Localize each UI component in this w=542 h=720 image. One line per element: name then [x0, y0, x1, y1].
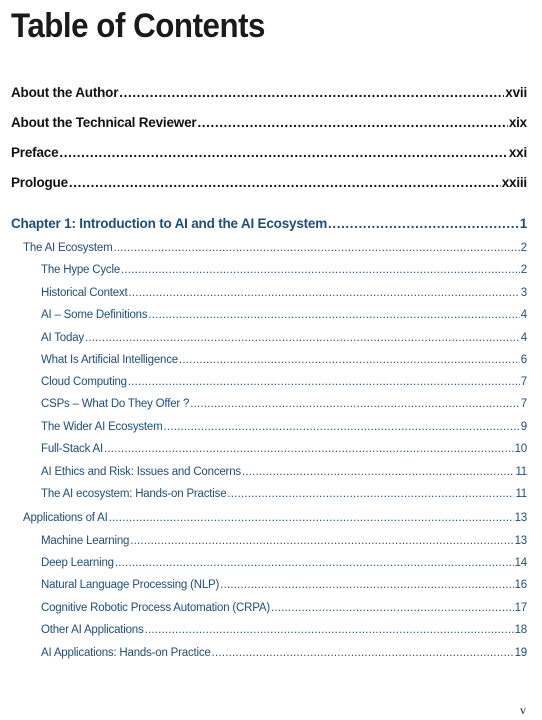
toc-entry-about-the-technical-reviewer[interactable] [11, 115, 527, 130]
dot-leader [121, 264, 520, 276]
toc-entry-deep-learning[interactable] [41, 557, 527, 569]
toc-entry-page: 16 [514, 579, 527, 591]
toc-entry-ai-applications-hands-on-practice[interactable] [41, 647, 527, 659]
toc-entry-cloud-computing[interactable] [41, 376, 527, 388]
toc-entry-about-the-author[interactable] [11, 85, 527, 100]
toc-entry-the-hype-cycle[interactable] [41, 264, 527, 276]
toc-entry-page: 14 [514, 557, 527, 569]
toc-entry-historical-context[interactable] [41, 287, 527, 299]
toc-entry-label: AI Today [41, 332, 84, 344]
toc-entry-page: 10 [514, 443, 527, 455]
dot-leader [220, 579, 513, 591]
dot-leader [113, 242, 519, 254]
dot-leader [197, 115, 507, 130]
toc-entry-label: The AI Ecosystem [23, 242, 113, 254]
toc-entry-label: About the Author [11, 85, 119, 100]
toc-entry-label: Natural Language Processing (NLP) [41, 579, 220, 591]
toc-entry-label: CSPs – What Do They Offer ? [41, 398, 190, 410]
toc-entry-applications-of-ai[interactable] [23, 512, 527, 524]
toc-entry-label: Cognitive Robotic Process Automation (CRPA) [41, 602, 270, 614]
toc-entry-page: xxiii [501, 175, 527, 190]
toc-entry-label: Preface [11, 145, 59, 160]
toc-entry-label: Machine Learning [41, 535, 130, 547]
dot-leader [109, 512, 514, 524]
toc-entry-prologue[interactable] [11, 175, 527, 190]
dot-leader [115, 557, 514, 569]
toc-entry-csps-what-do-they-offer[interactable] [41, 398, 527, 410]
toc-entry-label: Deep Learning [41, 557, 114, 569]
toc-entry-full-stack-ai[interactable] [41, 443, 527, 455]
toc-entry-label: Historical Context [41, 287, 128, 299]
toc-entry-ai-some-definitions[interactable] [41, 309, 527, 321]
toc-entry-ai-ecosystem-hands-on-practise[interactable] [41, 488, 527, 500]
toc-entry-label: About the Technical Reviewer [11, 115, 197, 130]
dot-leader [104, 443, 514, 455]
dot-leader [227, 488, 514, 500]
toc-entry-label: Cloud Computing [41, 376, 127, 388]
toc-entry-label: Prologue [11, 175, 68, 190]
dot-leader [130, 535, 513, 547]
dot-leader [164, 421, 520, 433]
toc-entry-page: 4 [520, 309, 527, 321]
toc-entry-label: The Hype Cycle [41, 264, 121, 276]
toc-entry-label: Applications of AI [23, 512, 108, 524]
toc-entry-other-ai-applications[interactable] [41, 624, 527, 636]
page-title: Table of Contents [11, 7, 266, 45]
toc-entry-cognitive-robotic-process-automation[interactable] [41, 602, 527, 614]
toc-entry-page: xix [508, 115, 527, 130]
dot-leader [85, 332, 520, 344]
toc-entry-page: 2 [520, 242, 527, 254]
toc-entry-label: What Is Artificial Intelligence [41, 354, 178, 366]
toc-entry-chapter-1[interactable] [11, 216, 527, 231]
toc-entry-page: xvii [505, 85, 527, 100]
toc-entry-ai-ethics-and-risk[interactable] [41, 466, 527, 478]
dot-leader [148, 309, 519, 321]
toc-entry-label: Chapter 1: Introduction to AI and the AI Ecosystem [11, 216, 328, 231]
toc-entry-label: AI Applications: Hands-on Practice [41, 647, 211, 659]
toc-entry-page: 1 [519, 216, 527, 231]
toc-entry-machine-learning[interactable] [41, 535, 527, 547]
dot-leader [145, 624, 514, 636]
toc-entry-page: xxi [508, 145, 527, 160]
dot-leader [129, 287, 520, 299]
toc-entry-label: The AI ecosystem: Hands-on Practise [41, 488, 227, 500]
toc-entry-page: 11 [515, 466, 527, 478]
toc-entry-page: 18 [514, 624, 527, 636]
dot-leader [69, 175, 501, 190]
dot-leader [328, 216, 519, 231]
toc-entry-the-ai-ecosystem[interactable] [23, 242, 527, 254]
toc-entry-what-is-artificial-intelligence[interactable] [41, 354, 527, 366]
toc-entry-label: AI Ethics and Risk: Issues and Concerns [41, 466, 241, 478]
toc-entry-label: Full-Stack AI [41, 443, 103, 455]
page-number: v [520, 703, 526, 717]
toc-entry-label: AI – Some Definitions [41, 309, 148, 321]
toc-entry-natural-language-processing[interactable] [41, 579, 527, 591]
toc-entry-page: 7 [520, 376, 527, 388]
dot-leader [271, 602, 514, 614]
dot-leader [212, 647, 514, 659]
toc-entry-page: 4 [520, 332, 527, 344]
toc-entry-ai-today[interactable] [41, 332, 527, 344]
toc-entry-page: 2 [520, 264, 527, 276]
toc-entry-page: 6 [520, 354, 527, 366]
toc-entry-preface[interactable] [11, 145, 527, 160]
toc-entry-page: 9 [520, 421, 527, 433]
dot-leader [190, 398, 520, 410]
dot-leader [179, 354, 520, 366]
toc-entry-the-wider-ai-ecosystem[interactable] [41, 421, 527, 433]
toc-entry-page: 7 [520, 398, 527, 410]
dot-leader [128, 376, 520, 388]
toc-entry-page: 11 [515, 488, 527, 500]
toc-entry-page: 17 [514, 602, 527, 614]
dot-leader [59, 145, 507, 160]
toc-entry-page: 13 [514, 512, 527, 524]
toc-entry-label: The Wider AI Ecosystem [41, 421, 163, 433]
toc-entry-page: 13 [514, 535, 527, 547]
toc-entry-page: 3 [520, 287, 527, 299]
dot-leader [119, 85, 504, 100]
toc-entry-page: 19 [514, 647, 527, 659]
toc-entry-label: Other AI Applications [41, 624, 144, 636]
dot-leader [242, 466, 515, 478]
